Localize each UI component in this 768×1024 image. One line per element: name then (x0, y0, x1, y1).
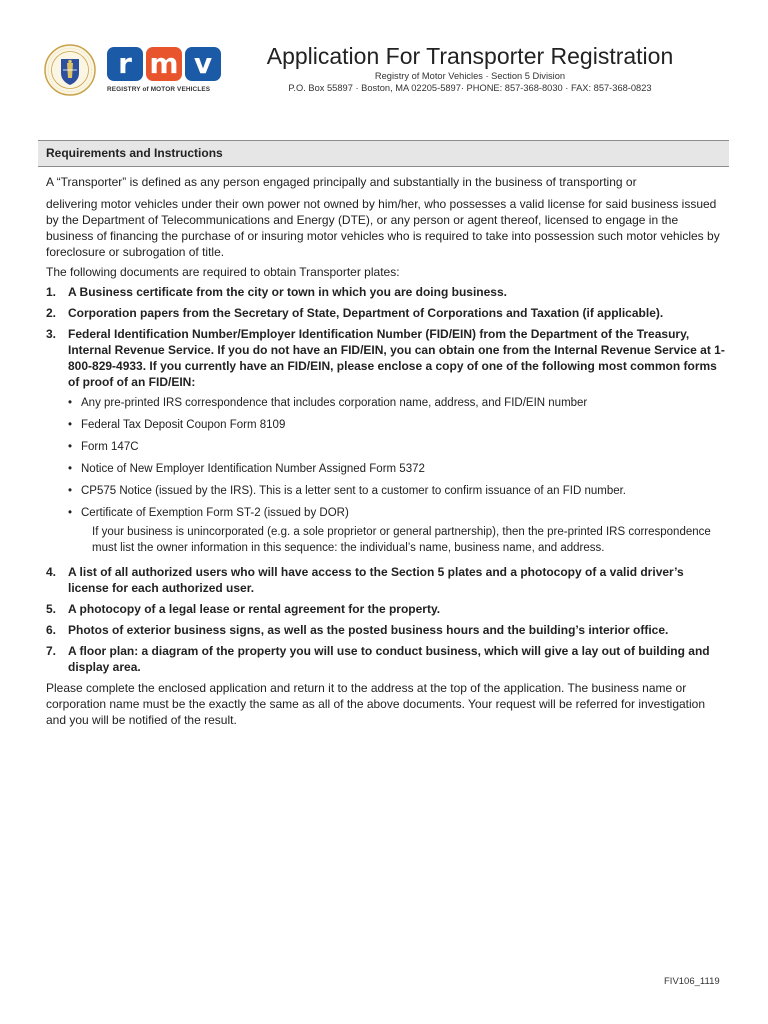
requirement-number: 6. (46, 623, 57, 637)
rmv-logo-letter-m: m (146, 47, 182, 81)
bullet-glyph: • (68, 419, 73, 431)
page-title: Application For Transporter Registration (266, 43, 674, 69)
requirement-number: 5. (46, 602, 57, 616)
fid-proof-text: Certificate of Exemption Form ST-2 (issued by DOR) (81, 507, 349, 519)
fid-proof-text: Form 147C (81, 441, 139, 453)
bullet-glyph: • (68, 397, 73, 409)
requirement-text: A floor plan: a diagram of the property you will use to conduct business, which will give a lay out of building and display area. (68, 644, 710, 674)
bullet-glyph: • (68, 441, 73, 453)
unincorporated-note: If your business is unincorporated (e.g. a sole proprietor or general partnership), then the pre-printed IRS correspondence must list the owner information in this sequence: the individual’s name, business name, and address. (92, 526, 711, 554)
requirement-number: 1. (46, 285, 57, 299)
bullet-glyph: • (68, 507, 73, 519)
fid-proof-item (68, 439, 726, 455)
requirement-item (46, 326, 726, 556)
header-contact-line: P.O. Box 55897 · Boston, MA 02205-5897· PHONE: 857-368-8030 · FAX: 857-368-0823 (288, 83, 652, 93)
transporter-definition-first-line: A “Transporter” is defined as any person engaged principally and substantially in the business of transporting or (46, 175, 637, 189)
fid-proof-item (68, 505, 726, 521)
fid-proof-text: Federal Tax Deposit Coupon Form 8109 (81, 419, 286, 431)
fid-proof-item (68, 483, 726, 499)
fid-proof-text: Notice of New Employer Identification Number Assigned Form 5372 (81, 463, 425, 475)
documents-required-intro: The following documents are required to obtain Transporter plates: (46, 265, 400, 279)
requirement-text: Federal Identification Number/Employer Identification Number (FID/EIN) from the Department of the Treasury, Internal Revenue Service. If you do not have an FID/EIN, you can obtain one from the Internal Revenue Service at 1-800-829-4933. If you currently have an FID/EIN, please enclose a copy of one of the following most common forms of proof of an FID/EIN: (68, 327, 725, 389)
requirement-text: Photos of exterior business signs, as well as the posted business hours and the building’s interior office. (68, 623, 669, 637)
rmv-logo-letter-v: v (185, 47, 221, 81)
requirement-number: 7. (46, 644, 57, 658)
bullet-glyph: • (68, 463, 73, 475)
fid-proof-text: CP575 Notice (issued by the IRS). This is a letter sent to a customer to confirm issuance of an FID number. (81, 485, 626, 497)
header-division-line: Registry of Motor Vehicles · Section 5 Division (374, 71, 566, 81)
fid-proof-item (68, 461, 726, 477)
fid-proof-item (68, 395, 726, 411)
fid-proof-text: Any pre-printed IRS correspondence that includes corporation name, address, and FID/EIN number (81, 397, 588, 409)
requirement-item (46, 643, 726, 675)
fid-proof-list (68, 395, 726, 521)
closing-instructions: Please complete the enclosed application and return it to the address at the top of the application. The business name or corporation name must be the exactly the same as all of the above documents. Your request will be referred for investigation and you will be notified of the result. (46, 681, 706, 727)
requirement-item (46, 305, 726, 321)
requirement-number: 3. (46, 327, 57, 341)
massachusetts-seal-icon (44, 44, 96, 96)
requirement-text: Corporation papers from the Secretary of State, Department of Corporations and Taxation (if applicable). (68, 306, 664, 320)
transporter-definition-rest: delivering motor vehicles under their own power not owned by him/her, who possesses a valid license for said business issued by the Department of Telecommunications and Energy (DTE), or any person or agent thereof, licensed to engage in the business of financing the purchase of or insuring motor vehicles who is required to take into possession such motor vehicles by foreclosure or subrogation of title. (46, 197, 720, 259)
requirements-list (46, 284, 726, 675)
rmv-logo-letter-r: r (107, 47, 143, 81)
requirement-text: A list of all authorized users who will have access to the Section 5 plates and a photocopy of a valid driver’s license for each authorized user. (68, 565, 684, 595)
instructions-body (46, 174, 726, 728)
header (245, 42, 695, 94)
requirement-number: 4. (46, 565, 57, 579)
requirement-number: 2. (46, 306, 57, 320)
requirement-item (46, 564, 726, 596)
section-heading: Requirements and Instructions (38, 140, 729, 167)
rmv-logo (107, 47, 227, 97)
form-number: FIV106_1119 (664, 976, 720, 987)
requirement-item (46, 622, 726, 638)
bullet-glyph: • (68, 485, 73, 497)
requirement-text: A Business certificate from the city or town in which you are doing business. (68, 285, 507, 299)
requirement-text: A photocopy of a legal lease or rental agreement for the property. (68, 602, 441, 616)
requirement-item (46, 284, 726, 300)
fid-proof-item (68, 417, 726, 433)
rmv-logo-subtitle: REGISTRY of MOTOR VEHICLES (107, 86, 211, 93)
requirement-item (46, 601, 726, 617)
